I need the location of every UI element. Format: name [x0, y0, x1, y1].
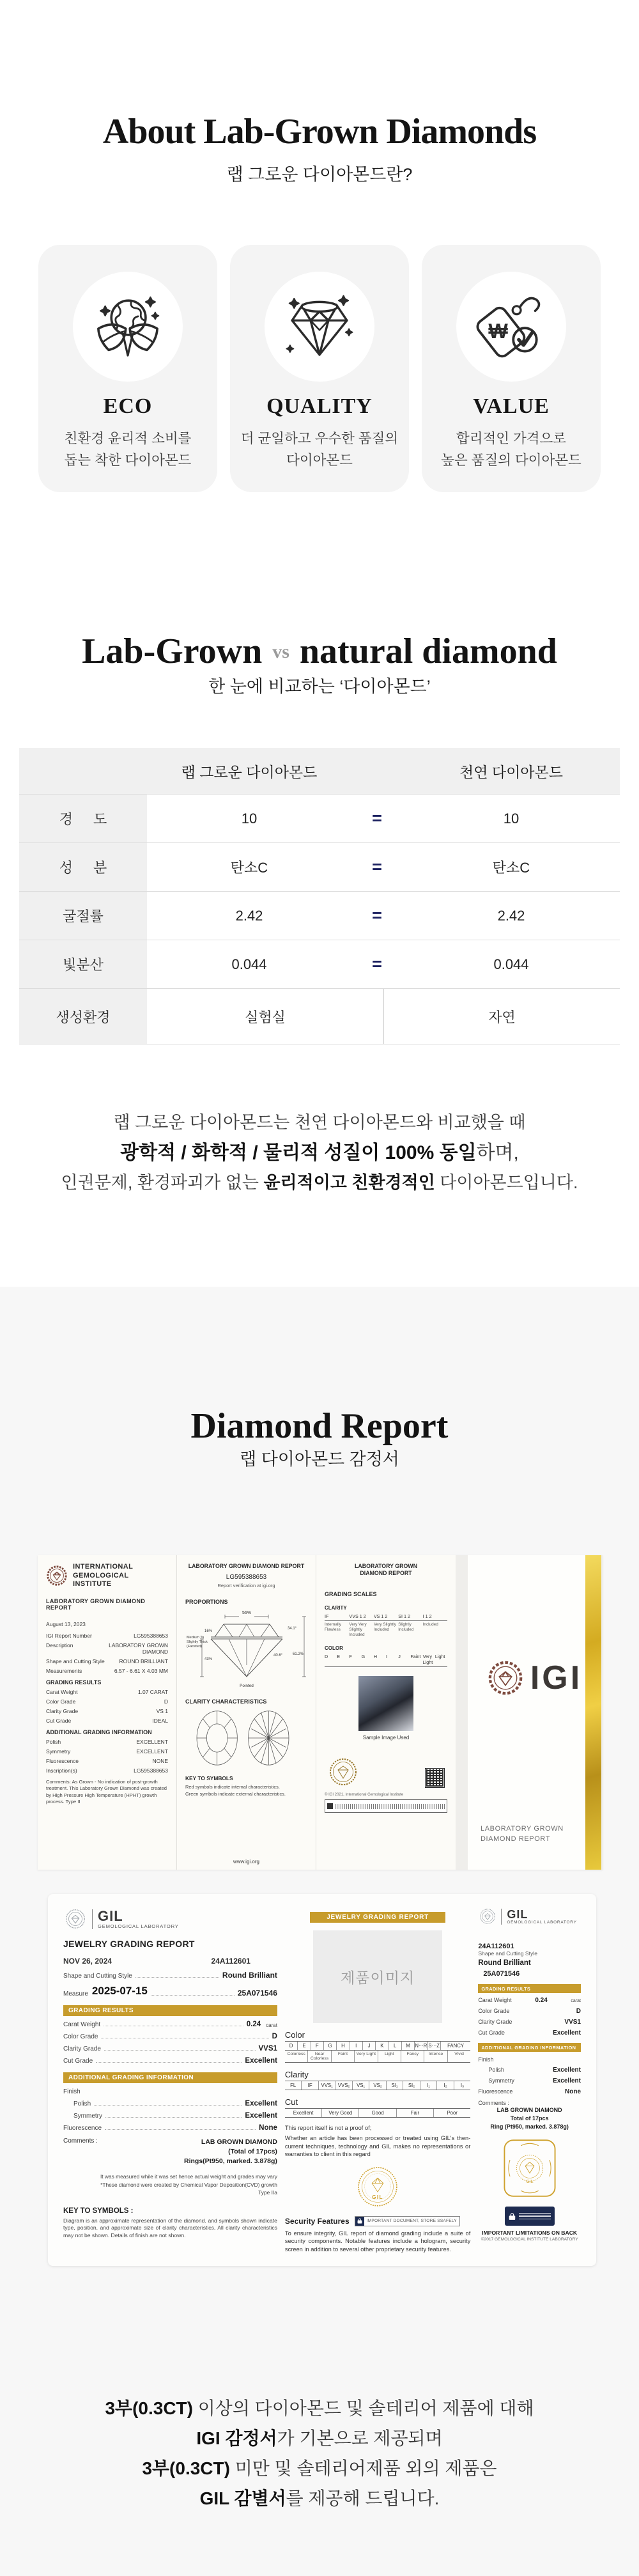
cell: K: [376, 2042, 389, 2050]
description-line-2: 광학적 / 화학적 / 물리적 성질이 100% 동일하며,: [120, 1142, 519, 1163]
certificate-fold-gap: [456, 1555, 468, 1870]
kv-row: Fluorescence NONE: [46, 1757, 168, 1764]
igi-grading-results: [46, 1689, 168, 1724]
cell: Internally Flawless: [325, 1622, 341, 1632]
kv-row: Symmetry Excellent: [73, 2112, 277, 2120]
svg-text:16%: 16%: [204, 1629, 213, 1633]
svg-text:61.2%: 61.2%: [293, 1652, 304, 1656]
kv-row: Polish Excellent: [488, 2067, 581, 2074]
report-title: Diamond Report: [190, 1406, 449, 1447]
gil-certificate: [48, 1894, 596, 2266]
kv-row: Color Grade D: [46, 1698, 168, 1705]
vs-label: vs: [272, 641, 289, 663]
svg-text:₩: ₩: [488, 320, 508, 343]
policy-line-4: GIL 감별서를 제공해 드립니다.: [199, 2488, 440, 2508]
svg-text:34.1°: 34.1°: [288, 1627, 297, 1631]
cell: SI 1 2: [398, 1613, 410, 1619]
igi-comments: Comments: As Grown - No indication of post-growth treatment. This Laboratory Grown Diamond was created by High Pressure High Temperature (HPHT) growth process. Type II: [46, 1778, 167, 1804]
compare-title: Lab-Grown vs natural diamond: [82, 632, 557, 672]
kv-row: Measurements 6.57 - 6.61 X 4.03 MM: [46, 1667, 168, 1674]
gil-clarity-scale: [285, 2081, 470, 2090]
cell: IF: [302, 2081, 318, 2090]
gil-report-date: NOV 26, 2024: [63, 1957, 112, 1966]
kv-row: Clarity Grade VVS1: [63, 2045, 277, 2052]
igi-panel-cover: [468, 1555, 601, 1870]
kv-row: Shape and Cutting Style ROUND BRILLIANT: [46, 1657, 168, 1664]
svg-text:43%: 43%: [204, 1657, 213, 1661]
igi-footer-text: © IGI 2021, International Gemological Institute: [325, 1793, 404, 1797]
igi-cover-caption: [481, 1824, 564, 1844]
kv-row: Carat Weight 1.07 CARAT: [46, 1688, 168, 1695]
gil-cut-scale: [285, 2108, 470, 2118]
eco-card: [38, 245, 217, 492]
table-row: 성 분 탄소C = 탄소C: [19, 842, 620, 891]
page-title: About Lab-Grown Diamonds: [102, 111, 537, 151]
gil-copyright: ©2017 GEMOLOGICAL INSTITUTE LABORATORY: [481, 2237, 578, 2242]
price-tag-check-icon: [473, 289, 549, 364]
cell: Total of 17pcs: [510, 2115, 549, 2122]
cell: INTERNATIONAL: [73, 1563, 134, 1571]
kv-row: Fluorescence None: [63, 2124, 277, 2132]
gil-measurement-note: [63, 2173, 277, 2197]
equals-sign: =: [372, 809, 382, 828]
cell: VS₁: [353, 2081, 369, 2090]
igi-report-date: August 13, 2023: [46, 1620, 86, 1627]
kv-row: Fluorescence None: [478, 2088, 581, 2095]
certificate-policy-note: [0, 2393, 639, 2513]
description-line-1: 랩 그로운 다이아몬드는 천연 다이아몬드와 비교했을 때: [113, 1113, 526, 1132]
gil-color-scale: [285, 2041, 470, 2051]
equals-sign: =: [372, 906, 382, 925]
header-natural: 천연 다이아몬드: [459, 763, 563, 780]
cell: I₂: [437, 2081, 454, 2090]
cell: VS₂: [369, 2081, 386, 2090]
cell: F: [349, 1654, 352, 1659]
svg-text:GIL: GIL: [372, 2194, 383, 2200]
gil-limitations: IMPORTANT LIMITATIONS ON BACK: [482, 2230, 578, 2236]
cell: Colorless: [285, 2051, 308, 2062]
cell: I 1 2: [422, 1613, 432, 1619]
table-row: 경 도 10 = 10: [19, 794, 620, 842]
eco-card-description: 친환경 윤리적 소비를 돕는 착한 다이아몬드: [64, 431, 192, 468]
table-row: 굴절률 2.42 = 2.42: [19, 891, 620, 940]
quality-card-title: QUALITY: [266, 394, 373, 418]
comparison-description: [0, 1108, 639, 1198]
kv-row: Symmetry EXCELLENT: [46, 1748, 168, 1755]
diamond-sparkle-icon: [282, 289, 357, 364]
value-card: [422, 245, 601, 492]
cell: *These diamond were created by Chemical Vapor Deposition(CVD) growth: [100, 2181, 277, 2188]
cell: Very Good: [322, 2109, 359, 2117]
clarity-characteristics-diagram: [185, 1707, 300, 1769]
cell: LAB GROWN DIAMOND: [201, 2138, 277, 2146]
cell: VS 1 2: [373, 1613, 388, 1619]
report-subtitle: 랩 다이아몬드 감정서: [240, 1450, 399, 1469]
cell: IF: [325, 1613, 329, 1619]
igi-additional-info: [46, 1739, 168, 1774]
cell: I₃: [460, 2082, 465, 2088]
security-feature-box: [505, 2207, 555, 2226]
cell: G: [361, 1654, 366, 1659]
cell: VVS₂: [335, 2081, 352, 2090]
cell: I: [386, 1654, 388, 1659]
policy-line-1: 3부(0.3CT) 이상의 다이아몬드 및 솔테리어 제품에 대해: [105, 2398, 534, 2418]
value-card-title: VALUE: [473, 394, 550, 418]
svg-text:56%: 56%: [242, 1611, 252, 1615]
cell: Fancy: [401, 2051, 424, 2062]
header-labgrown: 랩 그로운 다이아몬드: [181, 763, 318, 780]
quality-card: [230, 245, 409, 492]
igi-website: www.igi.org: [233, 1859, 259, 1865]
cell: Rings(Pt950, marked. 3.878g): [184, 2157, 277, 2165]
igi-gold-seal-icon: [328, 1757, 358, 1787]
cell: Excellent: [285, 2109, 322, 2117]
cell: D: [285, 2042, 298, 2050]
cell: J: [398, 1654, 401, 1659]
igi-rosette-icon: [46, 1565, 68, 1587]
cell: VVS₁: [319, 2081, 335, 2090]
cell: Faint: [410, 1654, 421, 1659]
cell: INSTITUTE: [73, 1580, 112, 1588]
igi-report-type: LABORATORY GROWN DIAMOND REPORT: [46, 1597, 146, 1611]
cell: DIAMOND REPORT: [481, 1835, 551, 1843]
description-line-3: 인권문제, 환경파괴가 없는 윤리적이고 친환경적인 다이아몬드입니다.: [61, 1173, 578, 1192]
kv-row: Carat Weight 0.24 carat: [63, 2021, 277, 2028]
cell: SI₁: [387, 2081, 403, 2090]
equals-sign: =: [372, 857, 382, 876]
compare-subtitle: 한 눈에 비교하는 ‘다이아몬드’: [208, 677, 431, 696]
cell: Faint: [332, 2051, 355, 2062]
cell: Very Very Slightly Included: [349, 1622, 367, 1637]
quality-icon-circle: [265, 272, 374, 382]
kv-row: Inscription(s) LG595388653: [46, 1767, 168, 1774]
gil-report-title: JEWELRY GRADING REPORT: [63, 1939, 195, 1949]
cell: M: [402, 2042, 415, 2050]
feature-cards: [38, 245, 601, 492]
cell: Poor: [447, 2109, 458, 2116]
gil-logo-icon: [63, 1907, 88, 1931]
igi-brand-wordmark: IGI: [530, 1659, 583, 1696]
cell: SI₂: [403, 2081, 420, 2090]
igi-report-fields: [46, 1633, 168, 1674]
policy-line-3: 3부(0.3CT) 미만 및 솔테리어제품 외의 제품은: [142, 2458, 497, 2478]
cell: Intense: [424, 2051, 447, 2062]
cell: (Total of 17pcs): [228, 2148, 277, 2155]
equals-sign: =: [372, 954, 382, 974]
cell: Light: [435, 1654, 445, 1659]
cell: Good: [359, 2109, 396, 2117]
kv-row: Cut Grade Excellent: [63, 2057, 277, 2065]
cell: FL: [285, 2081, 302, 2090]
igi-report-number: LG595388653: [226, 1574, 267, 1581]
gil-grading-results-bar: GRADING RESULTS: [63, 2005, 277, 2016]
svg-text:Medium To: Medium To: [187, 1636, 204, 1640]
kv-row: Carat Weight 0.24 carat: [478, 1997, 581, 2004]
earth-leaves-icon: [90, 289, 166, 364]
product-image-placeholder: 제품이미지: [313, 1930, 442, 2023]
cell: Light: [378, 2051, 401, 2062]
cell: Very Slightly Included: [373, 1622, 396, 1632]
gold-foil-band: [585, 1555, 601, 1870]
svg-text:(Faceted): (Faceted): [187, 1645, 202, 1649]
cell: N···R: [415, 2042, 427, 2049]
cell: LAB GROWN DIAMOND: [497, 2107, 562, 2113]
svg-text:Slightly Thick: Slightly Thick: [187, 1640, 208, 1644]
cell: Near Colorless: [308, 2051, 331, 2062]
igi-additional-title: ADDITIONAL GRADING INFORMATION: [46, 1728, 152, 1735]
kv-row: Symmetry Excellent: [488, 2077, 581, 2084]
gil-right-column: GIL GEMOLOGICAL LABORATORY 24A112601 Shape and Cutting Style Round Brilliant 25A071546 GRADING RESULTS Carat Weight 0.24 carat Color Grade D Clarity Grade VVS1 Cut Grade Excellent ADDITIONAL GRADING INFORMATION Finish Polish Excellent Symmetry Excellent Fluorescence None Comments : LAB GROWN DIAMOND Total of 17pcs Ring (Pt950, marked. 3.878g) GIL IMPORTANT LIMITATIONS ON BACK ©2017 GEMOLOGICAL INSTITUTE LABORATORY: [478, 1907, 581, 2242]
igi-color-scale: [325, 1654, 447, 1667]
eco-card-title: ECO: [103, 394, 153, 418]
cell: Included: [422, 1622, 438, 1627]
igi-disclaimer-strip: [325, 1799, 447, 1813]
cell: L: [389, 2042, 402, 2050]
cell: J: [363, 2042, 376, 2050]
igi-certificate: [38, 1555, 603, 1870]
cell: Vivid: [454, 2051, 464, 2056]
kv-row: Color Grade D: [478, 2008, 581, 2015]
lock-icon: [357, 2218, 362, 2224]
gil-decorative-emblem: [502, 2138, 557, 2199]
gil-logo-icon: [478, 1907, 497, 1926]
gil-middle-column: JEWELRY GRADING REPORT 제품이미지 Color D E F G H I J K L M N···R S···Z FANCY Colorless Near Colorless Faint Very Light Light Fancy Intense Vivid Clarity FL IF VVS₁ VVS₂ VS₁ VS₂ SI₁ SI₂ I₁ I₂ I₃ Cut Excellent Very Good Good Fair Poor This report itself is not a proof of; Whether an article has been processed or treated using GIL's then-current techniques, technology and GIL makes no representations or warranties to client in this regard GIL Security Features IMPORTANT DOCUMENT, STORE SSAFELY To ensure integrity, GIL report of diamond grading include a suite of security components. Notable features include a hologram, security screen in addition to several other proprietary security features.: [285, 1907, 470, 2253]
table-row: 빛분산 0.044 = 0.044: [19, 940, 620, 988]
comparison-table: [19, 748, 620, 1044]
diamond-sample-image: [358, 1676, 413, 1731]
cell: Fair: [397, 2109, 434, 2117]
kv-row: Clarity Grade VVS1: [478, 2019, 581, 2026]
igi-panel-proportions: LABORATORY GROWN DIAMOND REPORT LG595388653 Report verification at igi.org PROPORTIONS 56% 16% Medium To Slightly Thick (Faceted) 34.1° 61.2% 40.6° 43% Pointed CLARITY CHARACTERISTICS KEY TO SYMBOLS Red symbols indicate internal characteristics. Green symbols indicate external characteristics. www.igi.org: [177, 1555, 316, 1870]
svg-text:Pointed: Pointed: [240, 1684, 254, 1688]
lock-icon: [509, 2212, 516, 2221]
kv-row: Description LABORATORY GROWN DIAMOND: [46, 1641, 168, 1655]
quality-card-description: 더 균일하고 우수한 품질의 다이아몬드: [240, 431, 399, 468]
date-stamp: 2025-07-15: [91, 1985, 148, 1997]
cell: H: [373, 1654, 378, 1659]
kv-row: IGI Report Number LG595388653: [46, 1632, 168, 1639]
cell: G: [324, 2042, 337, 2050]
gil-left-column: GIL GEMOLOGICAL LABORATORY JEWELRY GRADING REPORT NOV 26, 2024 24A112601 Shape and Cutting Style Round Brilliant Measure 2025-07-15 25A071546 GRADING RESULTS Carat Weight 0.24 carat Color Grade D Clarity Grade VVS1 Cut Grade Excellent ADDITIONAL GRADING INFORMATION Finish Polish Excellent Symmetry Excellent Fluorescence None Comments : LAB GROWN DIAMOND (Total of 17pcs) Rings(Pt950, marked. 3.878g) It was measured while it was set hence actual weight and grades may vary *These diamond were created by Chemical Vapor Deposition(CVD) growth Type IIa KEY TO SYMBOLS : Diagram is an approximate representation of the diamond. and symbols shown indicate type, position, and approximate size of clarity characteristics, All clarity characteristics may not be shown. Details of finish are not shown.: [63, 1907, 277, 2238]
cell: H: [337, 2042, 350, 2050]
igi-institute-name: [73, 1563, 133, 1589]
cell: I: [350, 2042, 363, 2050]
cell: It was measured while it was set hence actual weight and grades may vary: [100, 2173, 277, 2180]
cell: Very Light: [355, 2051, 378, 2062]
cell: LABORATORY GROWN: [481, 1825, 564, 1833]
value-card-description: 합리적인 가격으로 높은 품질의 다이아몬드: [441, 431, 581, 468]
igi-rosette-icon: [487, 1659, 524, 1696]
cell: E: [337, 1654, 340, 1659]
igi-panel-scales: LABORATORY GROWN DIAMOND REPORT GRADING SCALES CLARITY IF VVS 1 2 VS 1 2 SI 1 2 I 1 2 Internally Flawless Very Very Slightly Included Very Slightly Included Slightly Included Included COLOR D E F G H I J Faint Very Light Light Sample Image Used © IGI 2021, International Gemological Institute: [316, 1555, 456, 1870]
kv-row: Color Grade D: [63, 2033, 277, 2040]
cell: F: [311, 2042, 324, 2050]
cell: E: [298, 2042, 311, 2050]
cell: Slightly Included: [398, 1622, 414, 1632]
cell: VVS 1 2: [349, 1613, 366, 1619]
gil-banner: JEWELRY GRADING REPORT: [310, 1912, 445, 1923]
cell: D: [325, 1654, 328, 1659]
gil-report-number: 24A112601: [211, 1957, 250, 1966]
header-empty-cell: [19, 748, 147, 794]
gil-report-number: 24A112601: [478, 1943, 514, 1950]
table-row-environment: 생성환경 실험실 자연: [19, 988, 620, 1044]
policy-line-2: IGI 감정서가 기본으로 제공되며: [196, 2428, 443, 2448]
gil-additional-bar: ADDITIONAL GRADING INFORMATION: [63, 2072, 277, 2083]
cell: S···Z: [428, 2042, 440, 2049]
table-header-row: [19, 748, 620, 794]
cell: GEMOLOGICAL: [73, 1571, 129, 1579]
kv-row: Cut Grade IDEAL: [46, 1717, 168, 1724]
kv-row: Polish Excellent: [73, 2100, 277, 2107]
cell: Ring (Pt950, marked. 3.878g): [490, 2123, 569, 2130]
cell: Type IIa: [258, 2189, 277, 2196]
igi-panel-info: [38, 1555, 177, 1870]
kv-row: Polish EXCELLENT: [46, 1738, 168, 1745]
gil-grading-results: [63, 2016, 277, 2065]
qr-code: [426, 1769, 443, 1787]
eco-icon-circle: [73, 272, 183, 382]
gil-comments: [184, 2138, 277, 2166]
cell: Very Light: [422, 1654, 433, 1665]
gil-gold-seal: [348, 2165, 407, 2208]
gil-comments: [478, 2106, 581, 2131]
security-badge: IMPORTANT DOCUMENT, STORE SSAFELY: [355, 2216, 460, 2226]
cell: I₁: [420, 2081, 437, 2090]
cell: LABORATORY GROWN: [355, 1563, 417, 1569]
kv-row: Clarity Grade VS 1: [46, 1707, 168, 1714]
cell: FANCY: [447, 2042, 465, 2049]
cell: DIAMOND REPORT: [360, 1570, 412, 1576]
kv-row: Cut Grade Excellent: [478, 2029, 581, 2037]
diamond-proportions-diagram: [185, 1608, 308, 1689]
igi-clarity-scale: [325, 1613, 447, 1621]
svg-text:GIL: GIL: [526, 2180, 534, 2185]
svg-text:40.6°: 40.6°: [273, 1654, 283, 1657]
page-subtitle: 랩 그로운 다이아몬드란?: [226, 165, 413, 184]
igi-grading-results-title: GRADING RESULTS: [46, 1679, 102, 1686]
value-icon-circle: [456, 272, 566, 382]
